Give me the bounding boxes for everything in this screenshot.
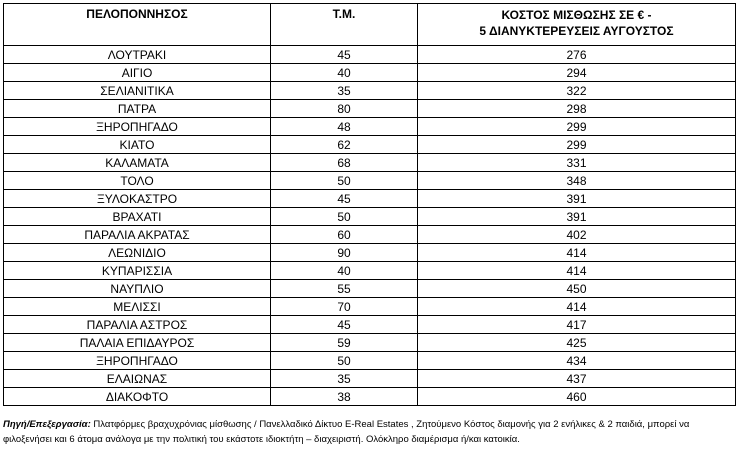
table-body	[4, 46, 736, 406]
rental-cost-table	[3, 3, 736, 406]
cell-sqm: 62	[271, 136, 418, 154]
cell-sqm: 50	[271, 352, 418, 370]
table-row	[4, 154, 736, 172]
cell-sqm: 45	[271, 46, 418, 64]
cell-cost: 414	[418, 298, 736, 316]
table-row	[4, 388, 736, 406]
cell-sqm: 90	[271, 244, 418, 262]
cell-place: ΝΑΥΠΛΙΟ	[4, 280, 271, 298]
cell-sqm: 60	[271, 226, 418, 244]
cell-place: ΠΑΛΑΙΑ ΕΠΙΔΑΥΡΟΣ	[4, 334, 271, 352]
cell-place: ΠΑΡΑΛΙΑ ΑΚΡΑΤΑΣ	[4, 226, 271, 244]
cell-cost: 331	[418, 154, 736, 172]
header-cost-line1: ΚΟΣΤΟΣ ΜΙΣΘΩΣΗΣ ΣΕ € -	[501, 8, 652, 22]
header-cost-line2: 5 ΔΙΑΝΥΚΤΕΡΕΥΣΕΙΣ ΑΥΓΟΥΣΤΟΣ	[479, 24, 674, 38]
cell-place: ΛΟΥΤΡΑΚΙ	[4, 46, 271, 64]
cell-place: ΑΙΓΙΟ	[4, 64, 271, 82]
cell-sqm: 40	[271, 64, 418, 82]
cell-sqm: 55	[271, 280, 418, 298]
cell-sqm: 40	[271, 262, 418, 280]
cell-cost: 298	[418, 100, 736, 118]
cell-sqm: 68	[271, 154, 418, 172]
source-note-label: Πηγή/Επεξεργασία:	[3, 419, 91, 430]
cell-cost: 402	[418, 226, 736, 244]
table-row	[4, 172, 736, 190]
header-area: Τ.Μ.	[271, 4, 418, 46]
table-row	[4, 298, 736, 316]
cell-cost: 437	[418, 370, 736, 388]
cell-cost: 322	[418, 82, 736, 100]
cell-cost: 414	[418, 244, 736, 262]
cell-place: ΚΥΠΑΡΙΣΣΙΑ	[4, 262, 271, 280]
cell-cost: 414	[418, 262, 736, 280]
table-row	[4, 262, 736, 280]
table-row	[4, 352, 736, 370]
cell-cost: 348	[418, 172, 736, 190]
cell-place: ΣΕΛΙΑΝΙΤΙΚΑ	[4, 82, 271, 100]
cell-cost: 460	[418, 388, 736, 406]
cell-cost: 450	[418, 280, 736, 298]
cell-place: ΛΕΩΝΙΔΙΟ	[4, 244, 271, 262]
cell-cost: 276	[418, 46, 736, 64]
table-row	[4, 370, 736, 388]
header-cost	[418, 4, 736, 46]
cell-cost: 425	[418, 334, 736, 352]
table-row	[4, 334, 736, 352]
table-row	[4, 280, 736, 298]
cell-sqm: 38	[271, 388, 418, 406]
cell-sqm: 70	[271, 298, 418, 316]
cell-sqm: 50	[271, 172, 418, 190]
cell-cost: 391	[418, 190, 736, 208]
cell-place: ΒΡΑΧΑΤΙ	[4, 208, 271, 226]
table-header	[4, 4, 736, 46]
table-row	[4, 190, 736, 208]
cell-place: ΠΑΡΑΛΙΑ ΑΣΤΡΟΣ	[4, 316, 271, 334]
cell-sqm: 45	[271, 316, 418, 334]
table-row	[4, 46, 736, 64]
cell-cost: 434	[418, 352, 736, 370]
cell-cost: 417	[418, 316, 736, 334]
cell-sqm: 35	[271, 370, 418, 388]
cell-place: ΚΙΑΤΟ	[4, 136, 271, 154]
cell-sqm: 45	[271, 190, 418, 208]
cell-place: ΞΗΡΟΠΗΓΑΔΟ	[4, 352, 271, 370]
cell-cost: 299	[418, 136, 736, 154]
cell-place: ΞΗΡΟΠΗΓΑΔΟ	[4, 118, 271, 136]
cell-sqm: 48	[271, 118, 418, 136]
cell-place: ΜΕΛΙΣΣΙ	[4, 298, 271, 316]
table-row	[4, 82, 736, 100]
table-row	[4, 316, 736, 334]
source-note	[3, 417, 735, 447]
cell-sqm: 80	[271, 100, 418, 118]
table-row	[4, 208, 736, 226]
table-row	[4, 64, 736, 82]
cell-place: ΔΙΑΚΟΦΤΟ	[4, 388, 271, 406]
table-row	[4, 100, 736, 118]
cell-sqm: 50	[271, 208, 418, 226]
cell-sqm: 35	[271, 82, 418, 100]
cell-place: ΠΑΤΡΑ	[4, 100, 271, 118]
table-row	[4, 136, 736, 154]
source-note-text: Πλατφόρμες βραχυχρόνιας μίσθωσης / Πανελλαδικό Δίκτυο E-Real Estates , Ζητούμενο Κόστος διαμονής για 2 ενήλικες & 2 παιδιά, μπορεί να φιλοξενήσει και 6 άτομα ανάλογα με την πολιτική του εκάστοτε ιδιοκτήτη – διαχειριστή. Ολόκληρο διαμέρισμα ή/και κατοικία.	[3, 419, 690, 445]
cell-place: ΞΥΛΟΚΑΣΤΡΟ	[4, 190, 271, 208]
table-row	[4, 118, 736, 136]
table-row	[4, 226, 736, 244]
cell-place: ΤΟΛΟ	[4, 172, 271, 190]
cell-cost: 299	[418, 118, 736, 136]
cell-sqm: 59	[271, 334, 418, 352]
cell-place: ΚΑΛΑΜΑΤΑ	[4, 154, 271, 172]
header-region: ΠΕΛΟΠΟΝΝΗΣΟΣ	[4, 4, 271, 46]
header-row	[4, 4, 736, 46]
cell-place: ΕΛΑΙΩΝΑΣ	[4, 370, 271, 388]
cell-cost: 294	[418, 64, 736, 82]
cell-cost: 391	[418, 208, 736, 226]
table-row	[4, 244, 736, 262]
